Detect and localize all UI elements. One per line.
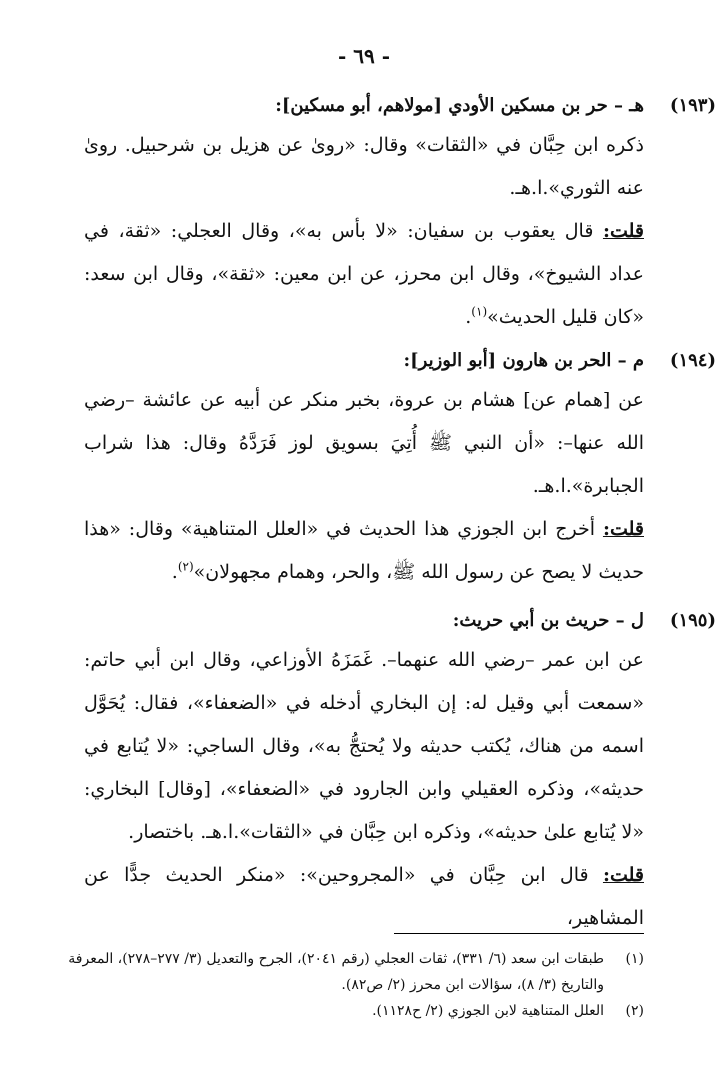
entry-title: ل – حريث بن أبي حريث: [452, 610, 644, 631]
entry-193 [84, 88, 716, 339]
entry-heading [84, 88, 716, 124]
footnote-ref: (٢) [177, 559, 194, 574]
entry-body [84, 639, 644, 940]
footnote-item [44, 998, 644, 1024]
entry-title: هـ – حر بن مسكين الأودي [مولاهم، أبو مسكين]: [275, 95, 644, 116]
footnote-number: (٢) [625, 1003, 644, 1019]
entry-tail: . [465, 306, 472, 328]
footnote-item [44, 946, 644, 998]
entry-text: عن ابن عمر –رضي الله عنهما–. غَمَزَهُ الأوزاعي، وقال ابن أبي حاتم: «سمعت أبي وقيل له: إن البخاري أدخله في «الضعفاء»، فقال: يُحَوَّل اسمه من هناك، يُكتب حديثه ولا يُحتجُّ به»، وقال الساجي: «لا يُتابع في حديثه»، وذكره العقيلي وابن الجارود في «الضعفاء»، [وقال] البخاري: «لا يُتابع علىٰ حديثه»، وذكره ابن حِبَّان في «الثقات».ا.هـ. باختصار. [84, 649, 644, 843]
qult-label: قلت: [602, 864, 644, 886]
entry-comment: قال يعقوب بن سفيان: «لا بأس به»، وقال العجلي: «ثقة، في عداد الشيوخ»، وقال ابن محرز، عن ابن معين: «ثقة»، وقال ابن سعد: «كان قليل الحديث» [84, 220, 644, 328]
footnote-text: طبقات ابن سعد (٦/ ٣٣١)، ثقات العجلي (رقم ٢٠٤١)، الجرح والتعديل (٣/ ٢٧٧–٢٧٨)، المعرفة والتاريخ (٣/ ٨)، سؤالات ابن محرز (٢/ ص٨٢). [68, 951, 604, 993]
footnote-text: العلل المتناهية لابن الجوزي (٢/ ح١١٢٨). [372, 1003, 604, 1019]
entry-body [84, 379, 644, 594]
entry-tail: . [171, 561, 178, 583]
entry-text: عن [همام عن] هشام بن عروة، بخبر منكر عن أبيه عن عائشة –رضي الله عنها–: «أن النبي ﷺ أُتِيَ بسويق لوز فَرَدَّهُ وقال: هذا شراب الجبابرة».ا.هـ. [84, 389, 644, 497]
footnote-ref: (١) [471, 304, 488, 319]
footnotes [44, 946, 644, 1024]
entry-title: م – الحر بن هارون [أبو الوزير]: [403, 350, 644, 371]
entry-heading [84, 343, 716, 379]
page-number: - ٦٩ - [337, 44, 390, 68]
entry-number: (١٩٤) [669, 350, 716, 371]
footnote-divider [394, 933, 644, 934]
qult-label: قلت: [602, 518, 644, 540]
entry-text: ذكره ابن حِبَّان في «الثقات» وقال: «روىٰ عن هزيل بن شرحبيل. روىٰ عنه الثوري».ا.هـ. [84, 134, 644, 199]
entry-number: (١٩٥) [669, 610, 716, 631]
entry-comment: قال ابن حِبَّان في «المجروحين»: «منكر الحديث جدًّا عن المشاهير، [84, 864, 644, 929]
entry-194 [84, 343, 716, 594]
footnote-number: (١) [625, 951, 644, 967]
entry-heading [84, 603, 716, 639]
qult-label: قلت: [602, 220, 644, 242]
entry-number: (١٩٣) [669, 95, 716, 116]
entry-body [84, 124, 644, 339]
entry-comment: أخرج ابن الجوزي هذا الحديث في «العلل المتناهية» وقال: «هذا حديث لا يصح عن رسول الله ﷺ، والحر، وهمام مجهولان» [84, 518, 644, 583]
entry-195 [84, 603, 716, 940]
